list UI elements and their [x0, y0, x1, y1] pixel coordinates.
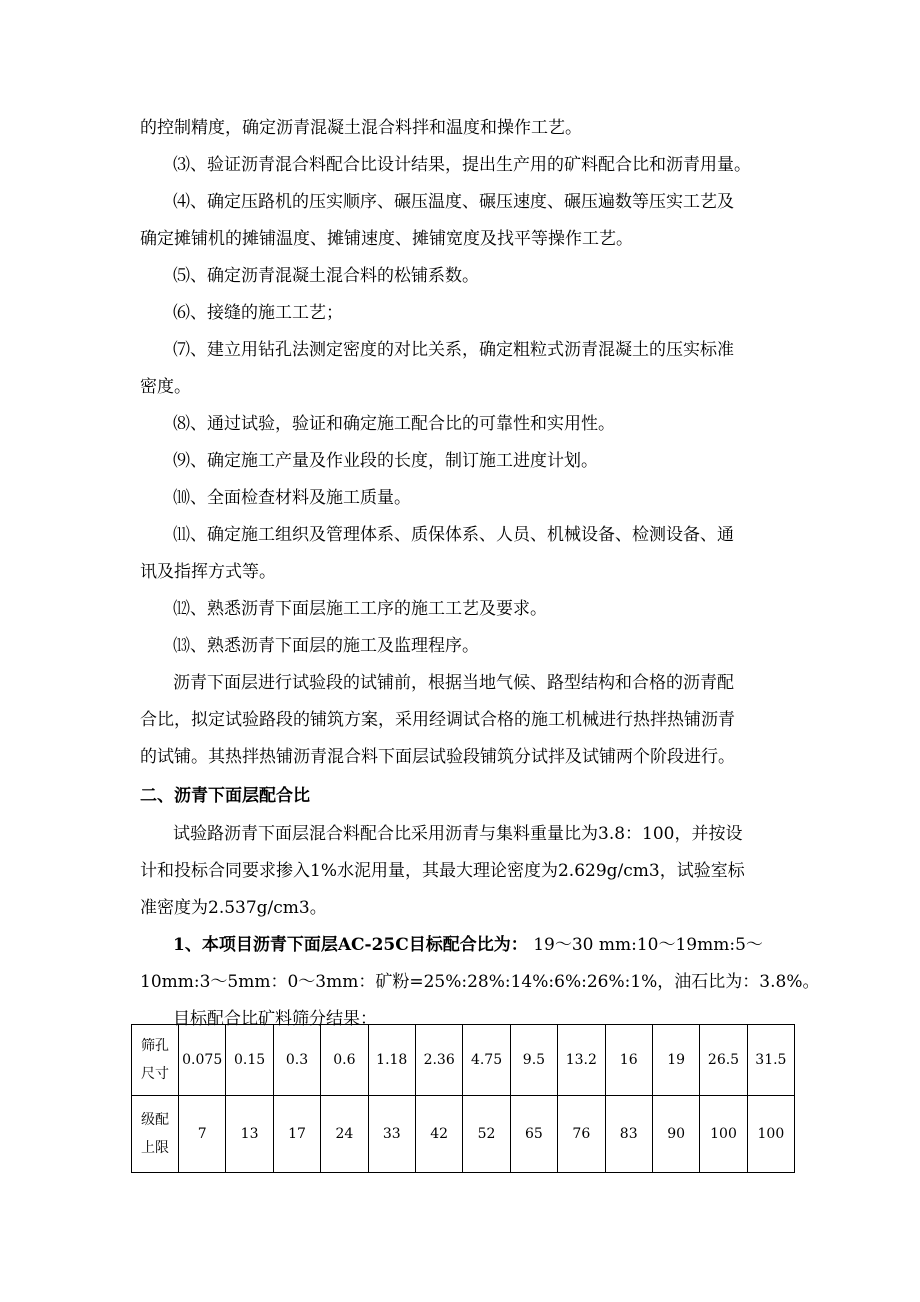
table-caption-text: 目标配合比矿料筛分结果： — [173, 1009, 377, 1029]
text-line: ⑻、通过试验，验证和确定施工配合比的可靠性和实用性。 — [173, 414, 615, 434]
text-line — [173, 934, 763, 956]
row-header-sieve: 筛孔 尺寸 — [132, 1025, 179, 1096]
text-line: ⑹、接缝的施工工艺； — [173, 303, 343, 323]
table-cell: 19 — [652, 1025, 699, 1096]
text-line: 的试铺。其热拌热铺沥青混合料下面层试验段铺筑分试拌及试铺两个阶段进行。 — [140, 747, 735, 767]
text-line: 准密度为2.537g/cm3。 — [140, 898, 327, 918]
text-line: ⑶、验证沥青混合料配合比设计结果，提出生产用的矿料配合比和沥青用量。 — [173, 155, 751, 175]
table-cell: 13 — [226, 1096, 273, 1173]
table-cell: 0.3 — [273, 1025, 320, 1096]
table-row — [132, 1025, 795, 1096]
text-line: 计和投标合同要求掺入1%水泥用量，其最大理论密度为2.629g/cm3，试验室标 — [140, 861, 745, 881]
text-line: 沥青下面层进行试验段的试铺前，根据当地气候、路型结构和合格的沥青配 — [173, 673, 734, 693]
text-line: 合比，拟定试验路段的铺筑方案，采用经调试合格的施工机械进行热拌热铺沥青 — [140, 710, 735, 730]
table-cell: 7 — [179, 1096, 226, 1173]
row-header-upper-limit: 级配 上限 — [132, 1096, 179, 1173]
table-cell: 100 — [747, 1096, 794, 1173]
bold-lead: 1、本项目沥青下面层AC-25C目标配合比为： — [173, 935, 528, 955]
table-cell: 52 — [463, 1096, 510, 1173]
ratio-text: 19～30 mm:10～19mm:5～ — [527, 935, 763, 955]
table-cell: 0.075 — [179, 1025, 226, 1096]
table-cell: 65 — [510, 1096, 557, 1173]
table-cell: 90 — [652, 1096, 699, 1173]
text-line: ⑿、熟悉沥青下面层施工工序的施工工艺及要求。 — [173, 599, 547, 619]
table-cell: 31.5 — [747, 1025, 794, 1096]
table-cell: 4.75 — [463, 1025, 510, 1096]
table-cell: 2.36 — [415, 1025, 462, 1096]
text-line: ⑸、确定沥青混凝土混合料的松铺系数。 — [173, 266, 479, 286]
table-cell: 42 — [415, 1096, 462, 1173]
text-line: ⑽、全面检查材料及施工质量。 — [173, 488, 411, 508]
text-line: 确定摊铺机的摊铺温度、摊铺速度、摊铺宽度及找平等操作工艺。 — [140, 229, 633, 249]
text-line: 密度。 — [140, 377, 191, 397]
table-cell: 24 — [321, 1096, 368, 1173]
gradation-table — [131, 1024, 795, 1173]
text-line: ⑷、确定压路机的压实顺序、碾压温度、碾压速度、碾压遍数等压实工艺及 — [173, 192, 734, 212]
table-cell: 100 — [700, 1096, 747, 1173]
table-cell: 0.6 — [321, 1025, 368, 1096]
section-heading: 二、沥青下面层配合比 — [140, 786, 310, 806]
table-cell: 0.15 — [226, 1025, 273, 1096]
table-cell: 17 — [273, 1096, 320, 1173]
table-cell: 1.18 — [368, 1025, 415, 1096]
text-line: 试验路沥青下面层混合料配合比采用沥青与集料重量比为3.8：100，并按设 — [173, 824, 743, 844]
text-line: ⑾、确定施工组织及管理体系、质保体系、人员、机械设备、检测设备、通 — [173, 525, 734, 545]
table-row — [132, 1096, 795, 1173]
text-line: ⑼、确定施工产量及作业段的长度，制订施工进度计划。 — [173, 451, 598, 471]
text-line: 的控制精度，确定沥青混凝土混合料拌和温度和操作工艺。 — [140, 118, 582, 138]
text-line: 10mm:3～5mm：0～3mm：矿粉=25%:28%:14%:6%:26%:1%，油石比为：3.8%。 — [140, 972, 820, 992]
table-cell: 76 — [558, 1096, 605, 1173]
table-cell: 13.2 — [558, 1025, 605, 1096]
table-cell: 83 — [605, 1096, 652, 1173]
text-line: ⒀、熟悉沥青下面层的施工及监理程序。 — [173, 636, 479, 656]
table-cell: 33 — [368, 1096, 415, 1173]
text-line: 讯及指挥方式等。 — [140, 562, 276, 582]
table-cell: 26.5 — [700, 1025, 747, 1096]
table-cell: 9.5 — [510, 1025, 557, 1096]
text-line: ⑺、建立用钻孔法测定密度的对比关系，确定粗粒式沥青混凝土的压实标准 — [173, 340, 734, 360]
table-cell: 16 — [605, 1025, 652, 1096]
